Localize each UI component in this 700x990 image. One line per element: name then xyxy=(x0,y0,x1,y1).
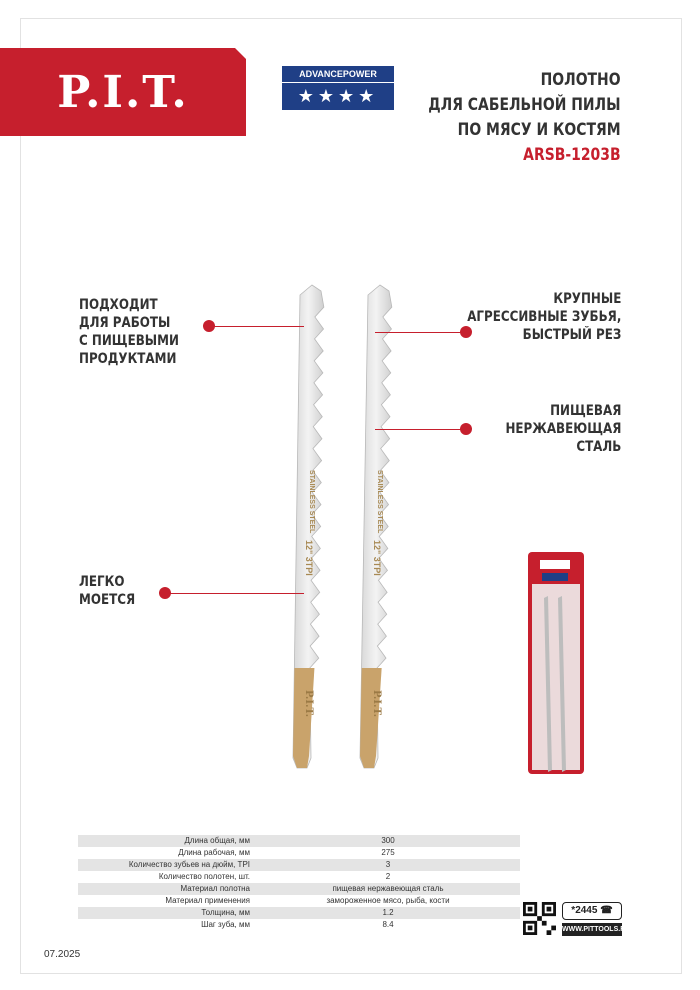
spec-row xyxy=(78,859,520,871)
callout-food-line2: ДЛЯ РАБОТЫ xyxy=(79,315,171,331)
stars-icon: ★★★★ xyxy=(282,83,394,110)
spec-row xyxy=(78,835,520,847)
advancepower-label: ADVANCEPOWER xyxy=(282,66,394,82)
blade-shank-logo: P.I.T. xyxy=(303,690,314,718)
callout-dot-food xyxy=(203,320,215,332)
spec-row xyxy=(78,871,520,883)
blade-shank-logo: P.I.T. xyxy=(371,690,382,718)
website-link[interactable]: WWW.PITTOOLS.RU xyxy=(562,923,622,936)
title-line-3: ПО МЯСУ И КОСТЯМ xyxy=(458,120,621,140)
spec-row xyxy=(78,919,520,931)
callout-steel-line1: ПИЩЕВАЯ xyxy=(549,403,621,419)
spec-value: 2 xyxy=(385,872,391,881)
blade-right xyxy=(360,285,392,768)
spec-label: Толщина, мм xyxy=(201,908,250,917)
spec-value: 275 xyxy=(381,848,395,857)
spec-value: 1.2 xyxy=(382,908,394,917)
blade-shank xyxy=(360,668,382,768)
issue-date: 07.2025 xyxy=(44,949,81,960)
spec-value: 300 xyxy=(381,836,395,845)
callout-wash-line2: МОЕТСЯ xyxy=(79,592,136,608)
blade-marking: STAINLESS STEEL xyxy=(376,470,383,534)
spec-label: Шаг зуба, мм xyxy=(201,920,250,929)
spec-row xyxy=(78,883,520,895)
callout-food-line3: С ПИЩЕВЫМИ xyxy=(79,333,179,349)
spec-label: Материал применения xyxy=(165,896,250,905)
spec-label: Количество полотен, шт. xyxy=(158,872,250,881)
blade-size-marking: 12" 3TPI xyxy=(372,540,382,576)
callout-easy-wash xyxy=(79,573,145,609)
callout-dot-wash xyxy=(159,587,171,599)
spec-label: Длина рабочая, мм xyxy=(178,848,250,857)
spec-table xyxy=(78,835,520,931)
spec-label: Длина общая, мм xyxy=(184,836,250,845)
spec-value: замороженное мясо, рыба, кости xyxy=(326,896,450,905)
callout-teeth xyxy=(440,290,621,344)
callout-steel-line2: НЕРЖАВЕЮЩАЯ xyxy=(505,421,621,437)
model-number: ARSB-1203B xyxy=(523,145,621,165)
leader-line-steel xyxy=(375,429,465,430)
package-image xyxy=(528,552,584,774)
spec-row xyxy=(78,847,520,859)
leader-line-wash xyxy=(170,593,304,594)
brand-logo: P.I.T. xyxy=(57,66,189,118)
hotline-badge xyxy=(562,902,622,920)
spec-label: Количество зубьев на дюйм, TPI xyxy=(128,860,250,869)
blade-marking: STAINLESS STEEL xyxy=(308,470,315,534)
callout-teeth-line1: КРУПНЫЕ xyxy=(552,291,621,307)
qr-code-icon xyxy=(523,902,556,935)
callout-food-line4: ПРОДУКТАМИ xyxy=(79,351,177,367)
blade-size-marking: 12" 3TPI xyxy=(304,540,314,576)
callout-food-line1: ПОДХОДИТ xyxy=(79,297,158,313)
callout-steel-line3: СТАЛЬ xyxy=(575,439,621,455)
callout-teeth-line2: АГРЕССИВНЫЕ ЗУБЬЯ, xyxy=(466,309,621,325)
callout-food-safe xyxy=(79,296,197,368)
callout-teeth-line3: БЫСТРЫЙ РЕЗ xyxy=(522,327,621,343)
spec-label: Материал полотна xyxy=(180,884,250,893)
title-line-1: ПОЛОТНО xyxy=(541,70,621,90)
callout-dot-steel xyxy=(460,423,472,435)
spec-row xyxy=(78,895,520,907)
hotline-number: *2445 xyxy=(571,905,598,916)
callout-steel xyxy=(485,402,621,456)
spec-value: 3 xyxy=(385,860,391,869)
phone-icon: ☎ xyxy=(600,905,613,916)
blade-left xyxy=(293,285,324,768)
spec-value: 8.4 xyxy=(382,920,394,929)
leader-line-food xyxy=(214,326,304,327)
callout-wash-line1: ЛЕГКО xyxy=(79,574,125,590)
title-line-2: ДЛЯ САБЕЛЬНОЙ ПИЛЫ xyxy=(428,95,621,115)
spec-row xyxy=(78,907,520,919)
spec-value: пищевая нержавеющая сталь xyxy=(332,884,444,893)
